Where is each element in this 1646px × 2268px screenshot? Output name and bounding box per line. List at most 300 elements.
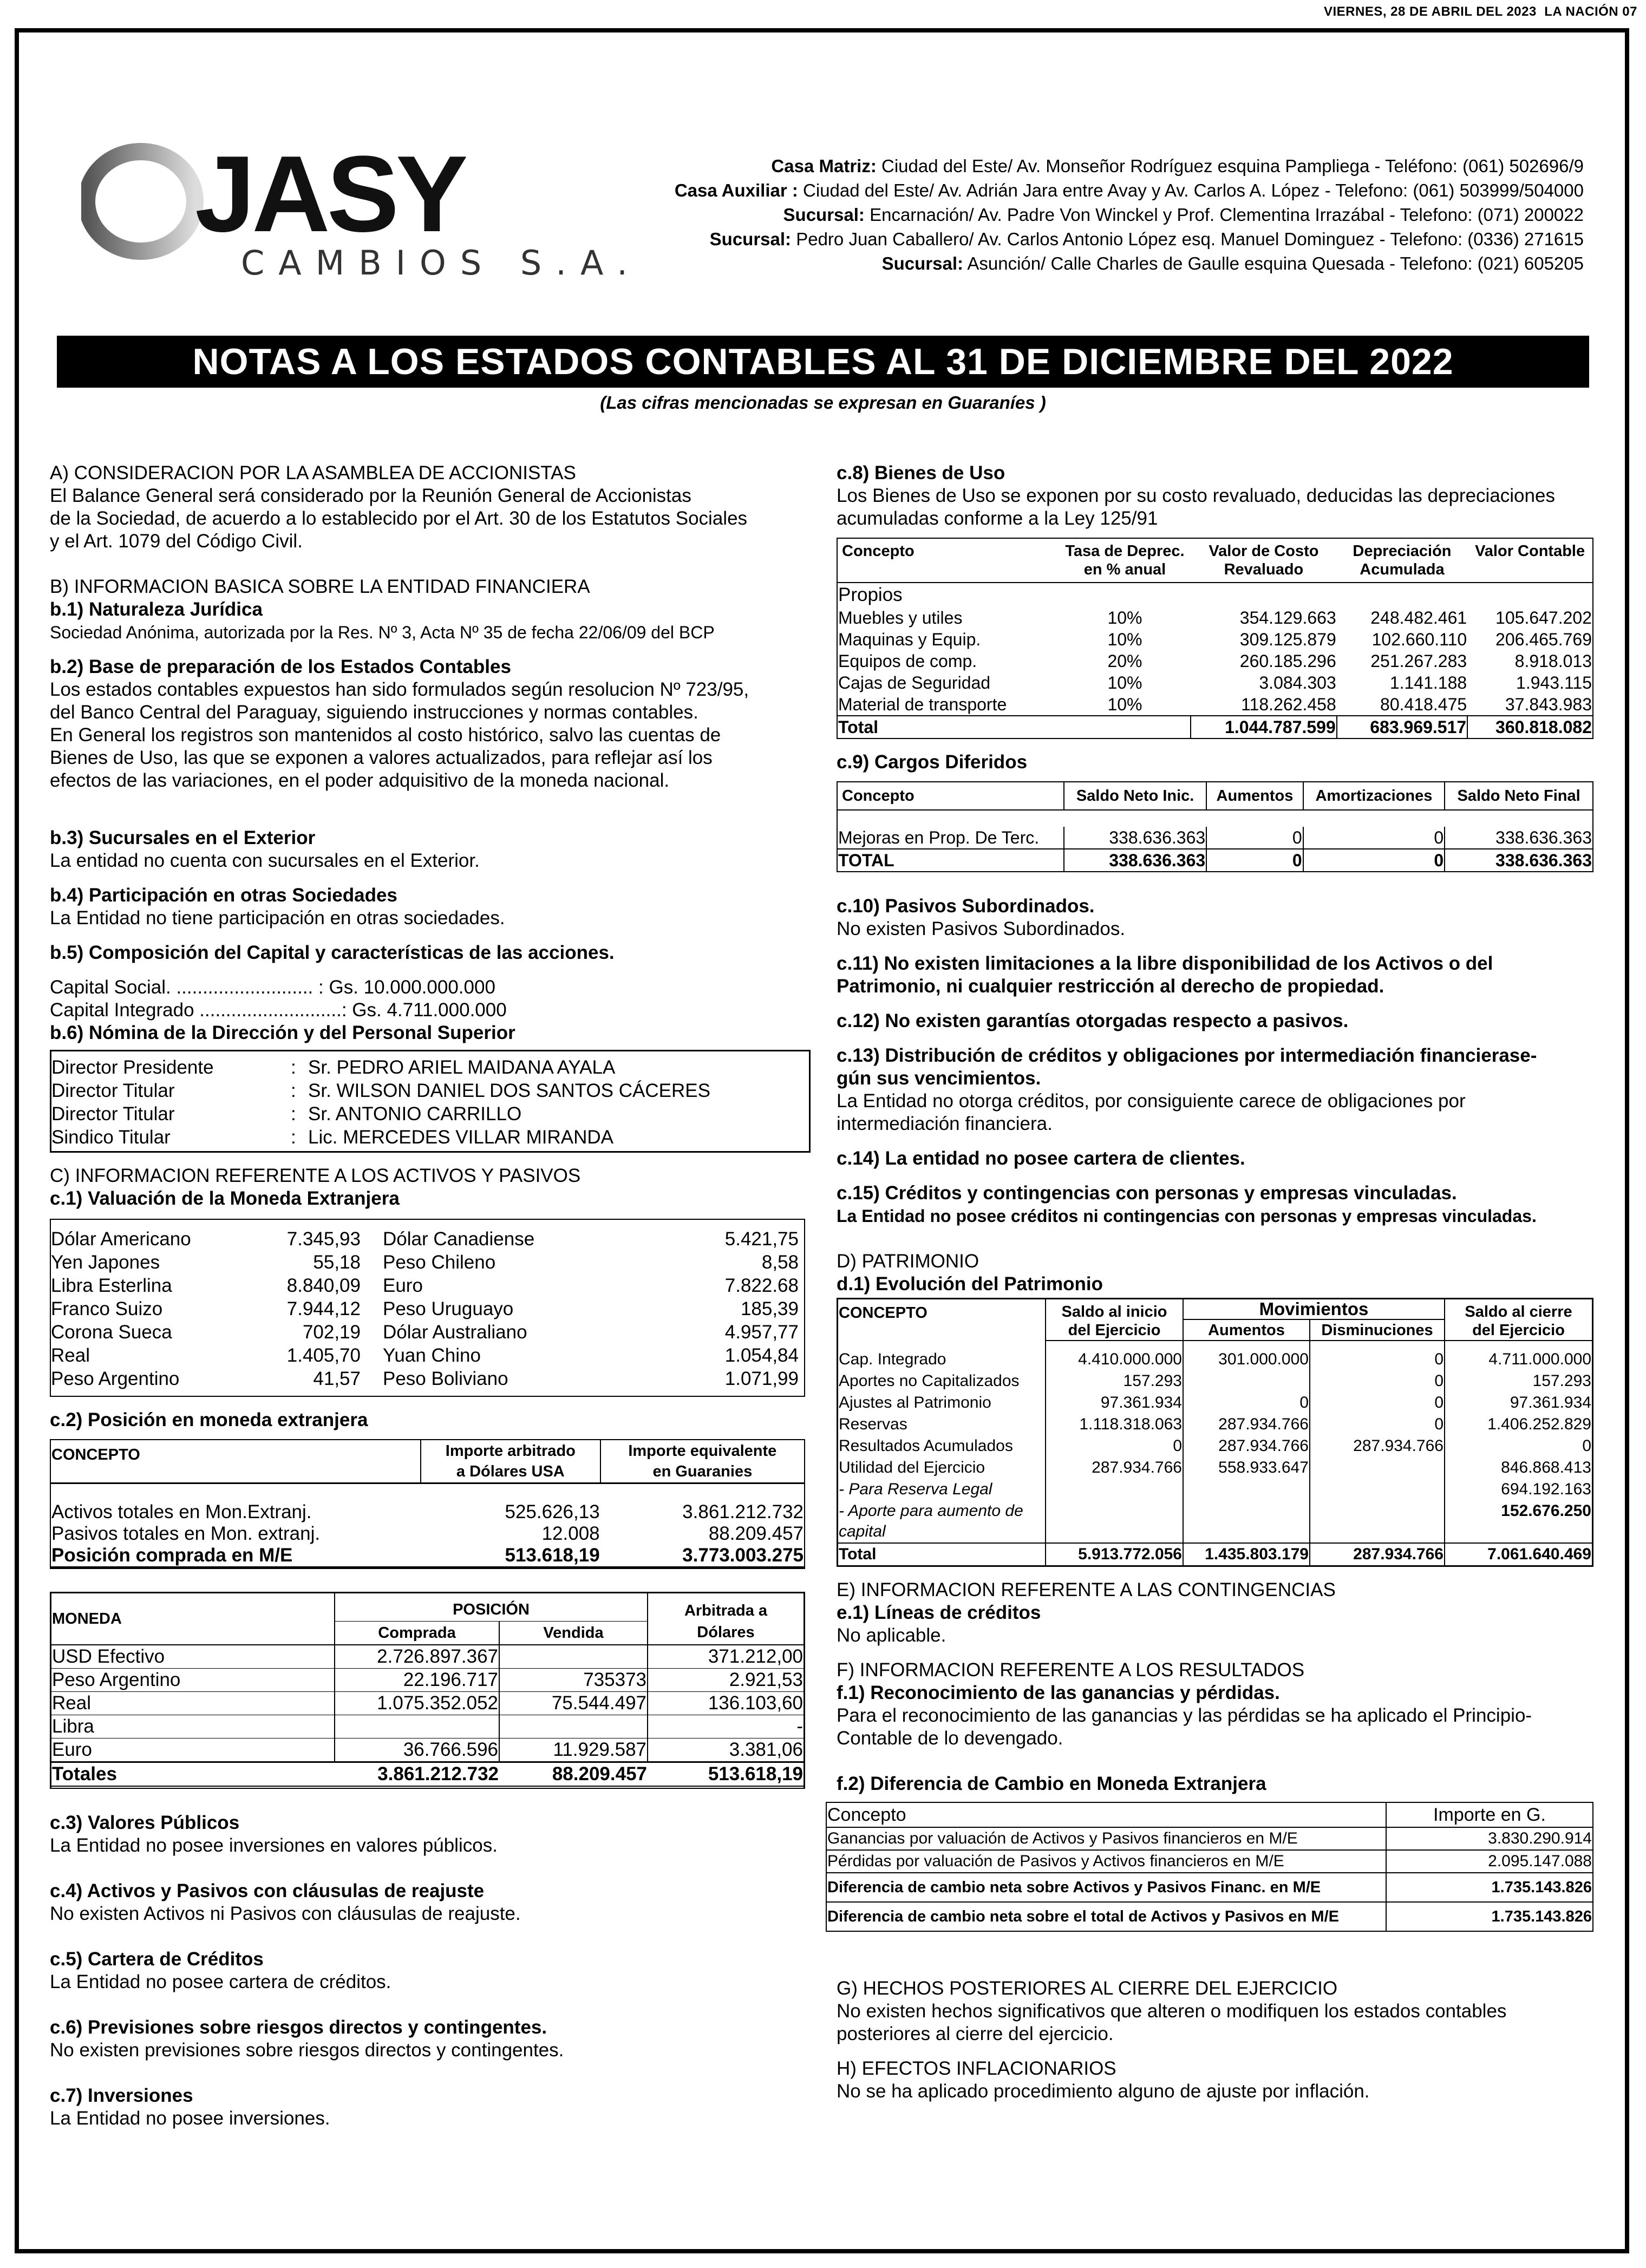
sold [499,1645,648,1669]
c8-row [838,650,1592,672]
rate-row [51,1321,804,1344]
f2-concept: Pérdidas por valuación de Pasivos y Activos financieros en M/E [826,1850,1386,1873]
column-header: Amortizaciones [1303,782,1445,810]
b3-heading: b.3) Sucursales en el Exterior [50,827,316,848]
director-colon: : [291,1127,296,1148]
d1-cell: 4.410.000.000 [1046,1349,1183,1370]
d1-row [838,1457,1592,1479]
d1-cell: 97.361.934 [1510,1394,1591,1411]
c9-cell: 0 [1206,827,1303,849]
mon-header-row [51,1593,804,1622]
mon-row [51,1692,804,1715]
column-header: Concepto [838,782,1064,810]
d1-heading: d.1) Evolución del Patrimonio [837,1273,1103,1295]
column-header: Importe en G. [1386,1802,1593,1827]
d1-cell: 0 [1046,1435,1183,1457]
f2-row [826,1850,1593,1873]
column-header [838,539,1059,583]
c4-heading: c.4) Activos y Pasivos con cláusulas de reajuste [50,1880,485,1901]
c8-box [837,538,1593,739]
spacer-row [838,810,1592,827]
section-a-heading: A) CONSIDERACION POR LA ASAMBLEA DE ACCIONISTAS [50,462,576,483]
currency-name: Yen Japones [51,1252,160,1273]
sold: 75.544.497 [499,1692,648,1715]
c14-text: c.14) La entidad no posee cartera de clientes. [837,1148,1245,1169]
b2-line: En General los registros son mantenidos al costo histórico, salvo las cuentas de [50,724,721,746]
currency-rate: 702,19 [302,1322,361,1343]
d1-total-cell: 5.913.772.056 [1046,1543,1183,1565]
director-colon: : [291,1080,296,1101]
c10-heading: c.10) Pasivos Subordinados. [837,896,1095,917]
d1-cell: 97.361.934 [1046,1392,1183,1414]
currency-name: Dólar Australiano [383,1322,527,1343]
f2-concept: Ganancias por valuación de Activos y Pasivos financieros en M/E [826,1827,1386,1850]
d1-cell [838,1500,1046,1543]
d1-cell: 287.934.766 [1183,1435,1310,1457]
f2-amount: 3.830.290.914 [1386,1827,1593,1850]
company-logo [81,142,628,293]
currency-name: Peso Boliviano [383,1368,508,1389]
f1-line: Contable de lo devengado. [837,1728,1063,1749]
group-label: Propios [838,584,903,605]
c3-heading: c.3) Valores Públicos [50,1812,240,1833]
c13-line: gún sus vencimientos. [837,1068,1041,1089]
mon-total-row [51,1762,804,1788]
column-header-line: Tasa de Deprec. [1065,543,1185,560]
c6-heading: c.6) Previsiones sobre riesgos directos y contingentes. [50,2017,547,2038]
d1-cell: Utilidad del Ejercicio [838,1457,1046,1479]
address-text: Encarnación/ Av. Padre Von Winckel y Prof. Clementina Irrazábal - Telefono: (071) 200022 [864,205,1584,225]
arbitrated: - [648,1715,804,1738]
depreciation: 248.482.461 [1370,608,1467,628]
d1-cell [1310,1500,1445,1543]
equity-table [838,1299,1592,1565]
d1-cell: Cap. Integrado [838,1349,1046,1370]
arbitrated: 2.921,53 [648,1669,804,1692]
d1-total-cell: 7.061.640.469 [1445,1543,1592,1565]
director-role: Sindico Titular [51,1127,171,1148]
f2-amount: 1.735.143.826 [1386,1873,1593,1902]
book-value: 105.647.202 [1495,608,1592,628]
c2-row [51,1501,804,1523]
d1-cell: 0 [1310,1349,1445,1370]
left-column [50,462,805,2130]
amount-gs: 88.209.457 [708,1523,804,1544]
spacer-row [838,1341,1592,1349]
rate: 10% [1107,673,1142,692]
amount-gs: 3.861.212.732 [682,1501,804,1522]
c6-text: No existen previsiones sobre riesgos directos y contingentes. [50,2040,564,2061]
d1-total-cell: 287.934.766 [1310,1543,1445,1565]
total-label: Total [838,716,1191,738]
capital-social [50,976,805,999]
column-header: Saldo Neto Inic. [1064,782,1206,810]
d1-cell: 301.000.000 [1183,1349,1310,1370]
b2-heading: b.2) Base de preparación de los Estados Contables [50,656,511,677]
column-header: CONCEPTO [838,1299,1046,1341]
column-header-line: Saldo al cierre [1465,1303,1572,1321]
column-header-line: Revaluado [1224,561,1304,578]
column-header-line: Arbitrada a [684,1602,768,1619]
c4-text: No existen Activos ni Pasivos con cláusulas de reajuste. [50,1903,521,1924]
spacer [1183,1341,1310,1349]
total-value: 683.969.517 [1337,716,1467,738]
f2-heading: f.2) Diferencia de Cambio en Moneda Extranjera [837,1773,1266,1794]
currency-name: Dólar Americano [51,1228,191,1250]
total-usd: 513.618,19 [421,1545,600,1567]
total-cell: 3.861.212.732 [335,1762,499,1788]
currency-name: Dólar Canadiense [383,1228,535,1250]
asset-name: Material de transporte [838,695,1007,714]
c3-text: La Entidad no posee inversiones en valores públicos. [50,1835,498,1856]
spacer-row [51,1483,804,1502]
b1-heading: b.1) Naturaleza Jurídica [50,599,263,620]
d1-row [838,1370,1592,1392]
c9-cell: 338.636.363 [1445,827,1592,849]
d1-cell: 0 [1310,1370,1445,1392]
book-value: 37.843.983 [1505,695,1592,714]
cost-value: 309.125.879 [1239,630,1336,649]
address-label: Sucursal: [709,229,792,249]
currency-name: Peso Uruguayo [383,1298,514,1319]
d1-cell: 157.293 [1046,1370,1183,1392]
director-colon: : [291,1103,296,1125]
mon-row [51,1645,804,1669]
capital-integrado [50,999,805,1022]
aporte-line: capital [839,1522,886,1540]
c8-row [838,629,1592,650]
total-value: 1.044.787.599 [1191,716,1337,738]
c5-heading: c.5) Cartera de Créditos [50,1949,264,1970]
column-header-line: Dólares [697,1623,755,1641]
currency: Peso Argentino [51,1669,335,1692]
c9-total-cell: 338.636.363 [1445,849,1592,871]
d1-row [838,1414,1592,1435]
d1-cell: 287.934.766 [1046,1457,1183,1479]
d1-cell [1183,1500,1310,1543]
page-header [1324,4,1637,19]
director-name: Lic. MERCEDES VILLAR MIRANDA [308,1127,614,1148]
f1-line: Para el reconocimiento de las ganancias y las pérdidas se ha aplicado el Principio- [837,1705,1532,1726]
currency-box [50,1592,805,1789]
b2-line: Bienes de Uso, las que se exponen a valores actualizados, para reflejar así los [50,747,713,768]
f2-row [826,1827,1593,1850]
h-text: No se ha aplicado procedimiento alguno de ajuste por inflación. [837,2081,1370,2102]
d1-cell: 4.711.000.000 [1488,1350,1591,1368]
d1-row [838,1392,1592,1414]
book-value: 206.465.769 [1495,630,1592,649]
column-header-line: Valor Contable [1475,543,1585,560]
branch-addresses [675,154,1584,276]
fixed-assets-table [838,539,1592,738]
section-g-heading: G) HECHOS POSTERIORES AL CIERRE DEL EJERCICIO [837,1978,1338,1999]
column-header [1191,539,1337,583]
currency-rate: 1.054,84 [724,1345,799,1366]
d1-cell: Reservas [838,1414,1046,1435]
c8-line: Los Bienes de Uso se exponen por su costo revaluado, deducidas las depreciaciones [837,485,1555,506]
d1-cell: Resultados Acumulados [838,1435,1046,1457]
c2-box [50,1439,805,1569]
mon-row [51,1715,804,1738]
column-header-line: Depreciación [1353,543,1452,560]
column-header-line: Acumulada [1360,561,1445,578]
cost-value: 260.185.296 [1239,651,1336,671]
c15-text: La Entidad no posee créditos ni contingencias con personas y empresas vinculadas. [837,1206,1537,1226]
column-header-line: del Ejercicio [1068,1322,1161,1339]
c9-total-cell: TOTAL [838,849,1064,871]
arbitrated: 371.212,00 [648,1645,804,1669]
address-text: Ciudad del Este/ Av. Adrián Jara entre Avay y Av. Carlos A. López - Telefono: (061) 503999/504000 [798,180,1584,200]
column-header-line: Importe equivalente [628,1442,777,1460]
director-colon: : [291,1057,296,1078]
currency-name: Franco Suizo [51,1298,163,1319]
address-label: Sucursal: [881,253,964,273]
g-line: No existen hechos significativos que alteren o modifiquen los estados contables [837,2001,1507,2022]
currency-rate: 1.071,99 [724,1368,799,1389]
sold: 11.929.587 [499,1738,648,1762]
b4-heading: b.4) Participación en otras Sociedades [50,885,397,906]
f2-concept: Diferencia de cambio neta sobre Activos y Pasivos Financ. en M/E [826,1873,1386,1902]
c9-cell: 0 [1303,827,1445,849]
section-b-heading: B) INFORMACION BASICA SOBRE LA ENTIDAD FINANCIERA [50,576,590,597]
spacer [1310,1341,1445,1349]
column-header [648,1593,804,1645]
currency-rate: 4.957,77 [724,1322,799,1343]
f2-amount: 2.095.147.088 [1386,1850,1593,1873]
c2-heading: c.2) Posición en moneda extranjera [50,1409,368,1430]
spacer [838,810,1592,827]
d1-cell: 157.293 [1532,1372,1591,1390]
rate-row [51,1227,804,1251]
concept: Pasivos totales en Mon. extranj. [51,1523,321,1544]
d1-cell: 287.934.766 [1310,1435,1445,1457]
column-header: Movimientos [1183,1299,1445,1319]
d1-cell [1046,1500,1183,1543]
director-role: Director Titular [51,1103,175,1125]
d1-cell [1046,1479,1183,1500]
capital-social-value: : Gs. 10.000.000.000 [318,977,495,998]
c1-heading: c.1) Valuación de la Moneda Extranjera [50,1188,400,1209]
b2-line: Los estados contables expuestos han sido formulados según resolucion Nº 723/95, [50,679,749,700]
column-header: CONCEPTO [51,1440,421,1483]
column-header-line: Importe arbitrado [445,1442,576,1460]
section-a-line: de la Sociedad, de acuerdo a lo establecido por el Art. 30 de los Estatutos Sociales [50,508,748,529]
c8-total-row [838,716,1592,738]
d1-header-row [838,1299,1592,1319]
director-row [51,1079,809,1102]
c9-total-cell: 0 [1206,849,1303,871]
c8-header-row [838,539,1592,583]
currency-rate: 7.822.68 [724,1275,799,1296]
b3-text: La entidad no cuenta con sucursales en el Exterior. [50,850,480,871]
b1-text: Sociedad Anónima, autorizada por la Res. Nº 3, Acta Nº 35 de fecha 22/06/09 del BCP [50,623,715,642]
cost-value: 354.129.663 [1239,608,1336,628]
depreciation: 1.141.188 [1389,673,1467,692]
dateline: VIERNES, 28 DE ABRIL DEL 2023 [1323,4,1537,19]
bought: 1.075.352.052 [335,1692,499,1715]
cost-value: 3.084.303 [1259,673,1336,692]
c7-text: La Entidad no posee inversiones. [50,2108,330,2129]
d1-total-row [838,1543,1592,1565]
d1-cell: 0 [1310,1392,1445,1414]
total-cell: 88.209.457 [499,1762,648,1788]
section-f-heading: F) INFORMACION REFERENTE A LOS RESULTADOS [837,1659,1305,1681]
rate-row [51,1251,804,1274]
c8-row [838,672,1592,694]
d1-row [838,1435,1592,1457]
c9-row [838,827,1592,849]
cost-value: 118.262.458 [1241,695,1336,714]
c2-row [51,1523,804,1545]
rate: 10% [1107,695,1142,714]
spacer [838,1341,1046,1349]
f2-concept: Diferencia de cambio neta sobre el total de Activos y Pasivos en M/E [826,1902,1386,1931]
d1-row [838,1479,1592,1500]
amount-usd: 525.626,13 [505,1501,600,1522]
d1-cell: Aportes no Capitalizados [838,1370,1046,1392]
c5-text: La Entidad no posee cartera de créditos. [50,1971,391,1992]
address-label: Casa Matriz: [771,156,877,176]
exchange-rates-table [51,1227,804,1390]
d1-cell [1183,1479,1310,1500]
asset-name: Muebles y utiles [838,608,963,628]
c2-total-row [51,1545,804,1567]
currency-rate: 8.840,09 [286,1275,361,1296]
d1-cell: 846.868.413 [1501,1459,1591,1476]
section-h-heading: H) EFECTOS INFLACIONARIOS [837,2058,1116,2079]
c7-heading: c.7) Inversiones [50,2085,193,2106]
rate: 10% [1107,630,1142,649]
section-a-line: El Balance General será considerado por la Reunión General de Accionistas [50,485,691,506]
rate-row [51,1367,804,1390]
d1-cell [1310,1457,1445,1479]
currency-rate: 8,58 [761,1252,799,1273]
column-header: Aumentos [1183,1319,1310,1341]
d1-cell [1310,1479,1445,1500]
column-header-line: Valor de Costo [1209,543,1319,560]
arbitrated: 3.381,06 [648,1738,804,1762]
b4-text: La Entidad no tiene participación en otras sociedades. [50,907,505,929]
c10-text: No existen Pasivos Subordinados. [837,918,1126,939]
total-gs: 3.773.003.275 [600,1545,804,1567]
column-header [1059,539,1191,583]
column-header: MONEDA [51,1593,335,1645]
section-d-heading: D) PATRIMONIO [837,1251,979,1272]
section-e-heading: E) INFORMACION REFERENTE A LAS CONTINGENCIAS [837,1579,1336,1600]
director-name: Sr. ANTONIO CARRILLO [308,1103,522,1125]
logo-tagline: CAMBIOS S.A. [241,243,628,283]
b5-heading: b.5) Composición del Capital y características de las acciones. [50,942,615,963]
spacer [51,1483,804,1502]
e1-text: No aplicable. [837,1625,946,1646]
d1-cell: - Para Reserva Legal [838,1479,1046,1500]
d1-cell: 0 [1582,1437,1591,1455]
column-header [600,1440,804,1483]
c11-line: Patrimonio, ni cualquier restricción al derecho de propiedad. [837,976,1384,997]
position-table [51,1440,804,1568]
depreciation: 80.418.475 [1380,695,1467,714]
c9-total-row [838,849,1592,871]
depreciation: 102.660.110 [1371,630,1467,649]
column-header [1046,1299,1183,1341]
column-header-line: del Ejercicio [1472,1322,1565,1339]
c8-group-row [838,583,1592,607]
bought: 36.766.596 [335,1738,499,1762]
currency: USD Efectivo [51,1645,335,1669]
mon-row [51,1738,804,1762]
c9-cell: Mejoras en Prop. De Terc. [838,828,1040,847]
c9-heading: c.9) Cargos Diferidos [837,751,1028,773]
c8-row [838,607,1592,629]
amount-usd: 12.008 [541,1523,600,1544]
sold [499,1715,648,1738]
d1-total-cell: Total [838,1543,1046,1565]
capital-integrado-value: : Gs. 4.711.000.000 [341,999,507,1021]
b2-line: efectos de las variaciones, en el poder adquisitivo de la moneda nacional. [50,770,670,791]
paper-name: LA NACIÓN 07 [1544,4,1637,19]
c8-heading: c.8) Bienes de Uso [837,462,1005,483]
c9-total-cell: 0 [1303,849,1445,871]
asset-name: Equipos de comp. [838,651,977,671]
d1-total-cell: 1.435.803.179 [1183,1543,1310,1565]
bought: 22.196.717 [335,1669,499,1692]
d1-row [838,1349,1592,1370]
currency-rate: 41,57 [313,1368,361,1389]
address-line [675,227,1584,251]
column-header-line: a Dólares USA [456,1463,565,1480]
address-line [675,154,1584,178]
b6-heading: b.6) Nómina de la Dirección y del Personal Superior [50,1022,515,1043]
total-cell: 513.618,19 [648,1762,804,1788]
d1-cell [1183,1370,1310,1392]
book-value: 1.943.115 [1516,673,1592,692]
deferred-charges-table [838,782,1592,871]
section-c-heading: C) INFORMACION REFERENTE A LOS ACTIVOS Y PASIVOS [50,1165,581,1186]
address-text: Asunción/ Calle Charles de Gaulle esquina Quesada - Telefono: (021) 605205 [963,253,1584,273]
rate-row [51,1344,804,1367]
f2-box [826,1802,1593,1932]
currency-rate: 7.944,12 [286,1298,361,1319]
currency: Real [51,1692,335,1715]
e1-heading: e.1) Líneas de créditos [837,1602,1041,1623]
c8-line: acumuladas conforme a la Ley 125/91 [837,508,1158,529]
currency-name: Corona Sueca [51,1322,172,1343]
c11-line: c.11) No existen limitaciones a la libre disponibilidad de los Activos o del [837,953,1493,974]
director-row [51,1102,809,1126]
currency-position-table [51,1593,804,1789]
sold: 735373 [499,1669,648,1692]
column-header: Saldo Neto Final [1445,782,1592,810]
d1-cell: 0 [1310,1414,1445,1435]
address-label: Sucursal: [783,205,865,225]
address-text: Ciudad del Este/ Av. Monseñor Rodríguez esquina Pampliega - Teléfono: (061) 502696/9 [876,156,1584,176]
spacer [1445,1341,1592,1349]
director-name: Sr. PEDRO ARIEL MAIDANA AYALA [308,1057,616,1078]
d1-cell: Ajustes al Patrimonio [838,1392,1046,1414]
currency: Libra [51,1715,335,1738]
c15-heading: c.15) Créditos y contingencias con personas y empresas vinculadas. [837,1182,1457,1204]
currency-rate: 5.421,75 [724,1228,799,1250]
currency-rate: 185,39 [740,1298,799,1319]
bought: 2.726.897.367 [335,1645,499,1669]
d1-cell: 287.934.766 [1183,1414,1310,1435]
page-title: NOTAS A LOS ESTADOS CONTABLES AL 31 DE DICIEMBRE DEL 2022 [57,336,1589,388]
c9-box [837,781,1593,872]
currency-name: Libra Esterlina [51,1275,172,1296]
total-value: 360.818.082 [1467,716,1592,738]
rate: 10% [1107,608,1142,628]
director-role: Director Titular [51,1080,175,1101]
